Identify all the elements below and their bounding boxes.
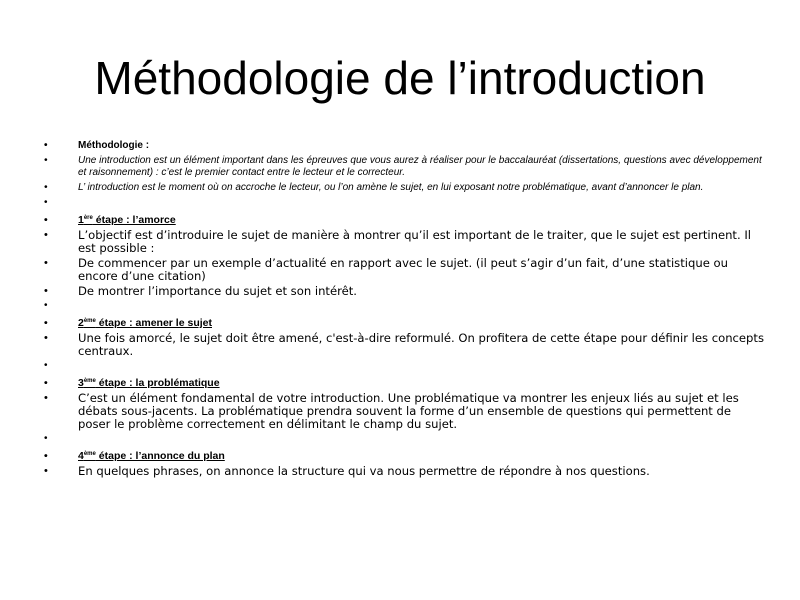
empty-bullet — [44, 433, 764, 447]
paragraph-text: C’est un élément fondamental de votre introduction. Une problématique va montrer les enjeux liés au sujet et les débats sous-jacents. La problématique prendra souvent la forme d’un ensemble de questions qui permettent de poser le problème correctement en délimitant le champ du sujet. — [78, 391, 739, 431]
empty-bullet — [44, 300, 764, 314]
paragraph-text: En quelques phrases, on annonce la structure qui va nous permettre de répondre à nos questions. — [78, 464, 650, 478]
list-item — [44, 392, 764, 431]
list-item — [44, 155, 764, 179]
list-item — [44, 182, 764, 194]
paragraph-text: Une fois amorcé, le sujet doit être amené, c'est-à-dire reformulé. On profitera de cette étape pour définir les concepts centraux. — [78, 331, 765, 358]
empty-bullet — [44, 360, 764, 374]
empty-bullet — [44, 197, 764, 211]
list-item — [44, 332, 764, 358]
list-item — [44, 285, 764, 298]
step-heading: • 4ème étape : l’annonce du plan — [44, 449, 764, 463]
paragraph-text: De commencer par un exemple d’actualité en rapport avec le sujet. (il peut s’agir d’un fait, d’une statistique ou encore d’une citation) — [78, 256, 728, 283]
list-item — [44, 229, 764, 255]
paragraph-text: L’ introduction est le moment où on accroche le lecteur, ou l’on amène le sujet, en lui exposant notre problématique, avant d’annoncer le plan. — [78, 182, 704, 193]
step-heading: • 3ème étape : la problématique — [44, 376, 764, 390]
paragraph-text: L’objectif est d’introduire le sujet de manière à montrer qu’il est important de le traiter, que le sujet est pertinent. Il est possible : — [78, 228, 751, 255]
list-item — [44, 257, 764, 283]
paragraph-text: De montrer l’importance du sujet et son intérêt. — [78, 284, 357, 298]
bullet-list — [44, 140, 764, 480]
paragraph-text: Une introduction est un élément important dans les épreuves que vous aurez à réaliser pour le baccalauréat (dissertations, questions avec développement et raisonnement) : c’est le premier contact entre le lecteur et le correcteur. — [78, 155, 762, 178]
methodology-label: Méthodologie : — [78, 140, 150, 151]
list-item — [44, 465, 764, 478]
step-heading: • 2ème étape : amener le sujet — [44, 316, 764, 330]
list-item — [44, 140, 764, 152]
step-heading: • 1ère étape : l’amorce — [44, 213, 764, 227]
slide-title: Méthodologie de l’introduction — [94, 52, 706, 104]
